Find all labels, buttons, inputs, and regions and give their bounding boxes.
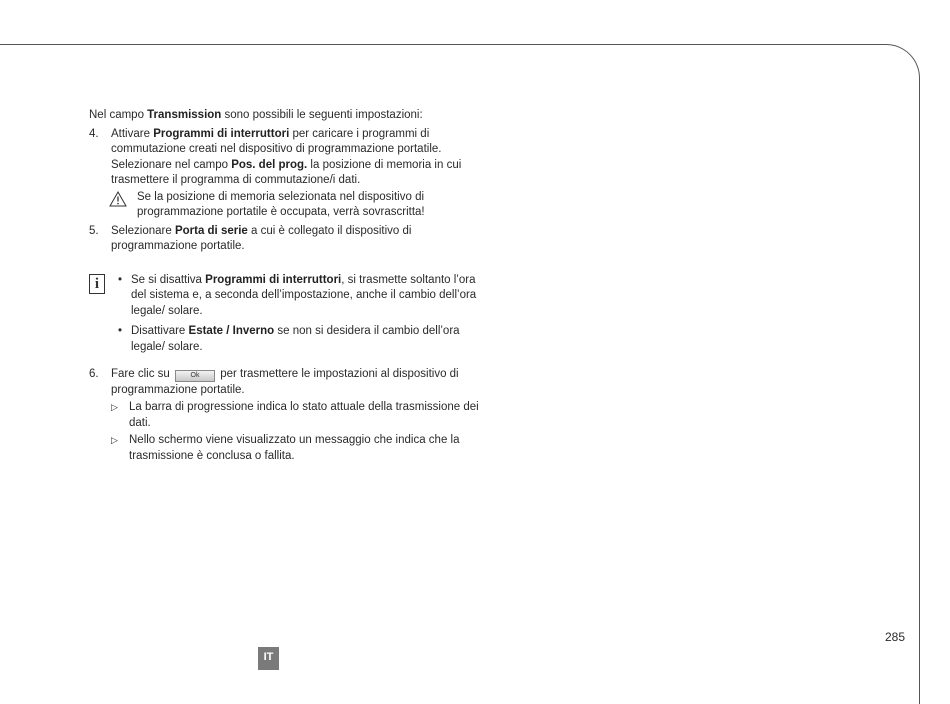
step-5-text: Selezionare Porta di serie a cui è collegato il dispositivo di programmazione portatile. — [111, 224, 412, 252]
step-4-text: Attivare Programmi di interruttori per caricare i programmi di commutazione creati nel dispositivo di programmazione portatile. Selezionare nel campo Pos. del prog. la posizione di memoria in cui trasmettere il programma di commutazione/i dati. — [111, 127, 462, 186]
step-4 — [89, 127, 481, 221]
info-bullet: • Se si disattiva Programmi di interruttori, si trasmette soltanto l’ora del sistema e, a seconda dell’impostazione, anche il cambio dell’ora legale/ solare. — [118, 273, 477, 317]
page-number: 285 — [884, 630, 905, 644]
result-item: ▷ Nello schermo viene visualizzato un messaggio che indica che la trasmissione è conclusa o fallita. — [111, 434, 460, 462]
info-box — [89, 273, 481, 356]
ok-button: Ok — [175, 370, 215, 382]
step-number: 5. — [89, 224, 99, 237]
result-arrow-icon: ▷ — [111, 435, 118, 445]
step-6 — [89, 367, 481, 464]
language-tab: IT — [258, 647, 279, 670]
result-arrow-icon: ▷ — [111, 402, 118, 412]
info-icon: i — [89, 274, 105, 294]
step-number: 4. — [89, 127, 99, 140]
step-number: 6. — [89, 368, 99, 380]
info-bullet: • Disattivare Estate / Inverno se non si desidera il cambio dell’ora legale/ solare. — [118, 325, 460, 353]
intro-paragraph: Nel campo Transmission sono possibili le seguenti impostazioni: — [89, 109, 423, 121]
step-5 — [89, 224, 481, 255]
step-6-text: Fare clic su Ok per trasmettere le impostazioni al dispositivo di programmazione portatile. — [111, 368, 459, 396]
main-content — [89, 108, 481, 464]
result-item: ▷ La barra di progressione indica lo stato attuale della trasmissione dei dati. — [111, 401, 479, 429]
warning-triangle-icon — [109, 191, 127, 207]
warning-note: Se la posizione di memoria selezionata nel dispositivo di programmazione portatile è occupata, verrà sovrascritta! — [111, 190, 481, 221]
